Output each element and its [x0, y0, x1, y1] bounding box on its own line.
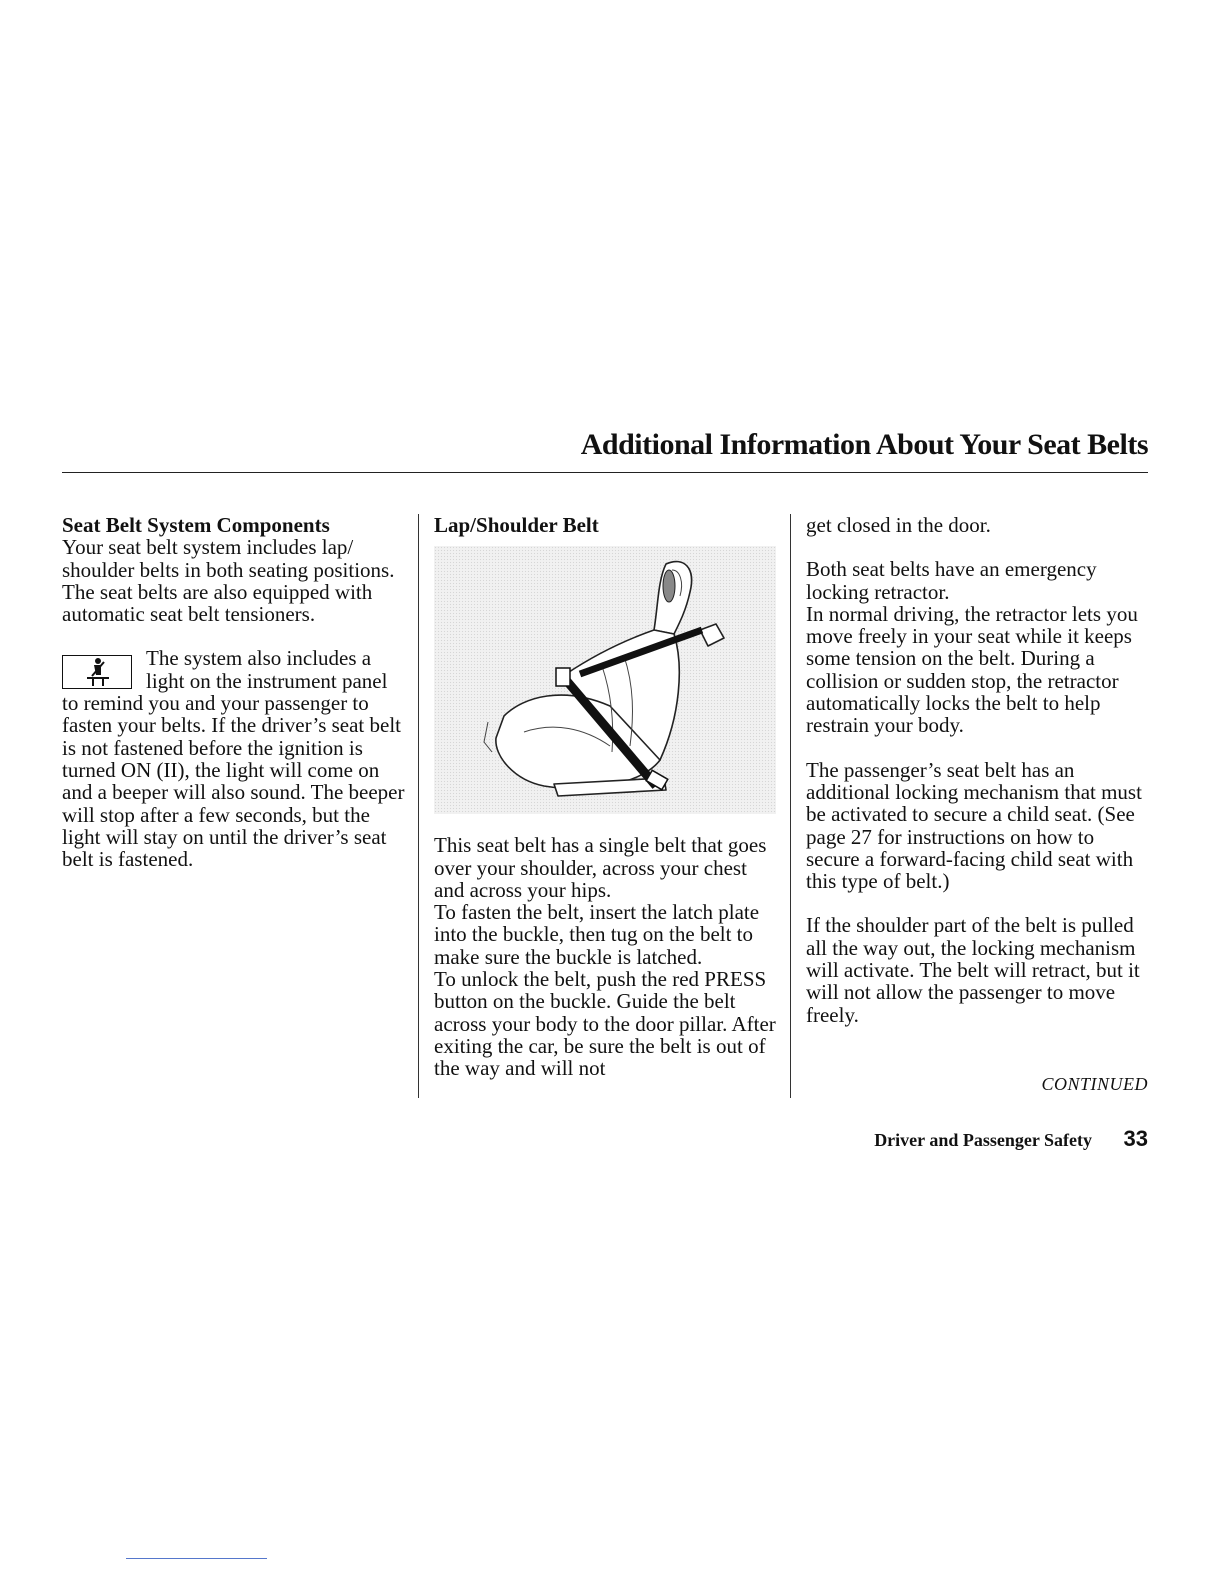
seatbelt-reminder-icon — [62, 655, 132, 689]
paragraph: If the shoulder part of the belt is pulled all the way out, the locking mechanism will activate. The belt will retract, but it will not allow the passenger to move freely. — [806, 913, 1140, 1027]
section-heading-lap-shoulder: Lap/Shoulder Belt — [434, 513, 599, 537]
paragraph: The passenger’s seat belt has an additional locking mechanism that must be activated to secure a child seat. (See page 27 for instructions on how to secure a forward-facing child seat with this type of belt.) — [806, 757, 1142, 894]
reminder-block — [62, 647, 407, 870]
column-left — [62, 514, 407, 870]
page-title: Additional Information About Your Seat Belts — [580, 428, 1148, 461]
paragraph: get closed in the door. — [806, 513, 991, 537]
section-heading-components: Seat Belt System Components — [62, 513, 330, 537]
paragraph: This seat belt has a single belt that goes over your shoulder, across your chest and across your hips. — [434, 833, 767, 902]
paragraph: In normal driving, the retractor lets you move freely in your seat while it keeps some tension on the belt. During a collision or sudden stop, the retractor automatically locks the belt to help restrain your body. — [806, 601, 1138, 738]
page-number: 33 — [1123, 1126, 1148, 1151]
paragraph: The seat belts are also equipped with automatic seat belt tensioners. — [62, 579, 373, 627]
continued-label: CONTINUED — [1041, 1074, 1148, 1094]
paragraph: Your seat belt system includes lap/ shoulder belts in both seating positions. — [62, 535, 395, 582]
column-divider-left — [418, 514, 419, 1098]
paragraph: To unlock the belt, push the red PRESS button on the buckle. Guide the belt across your body to the door pillar. After exiting the car, be sure the belt is out of the way and will not — [434, 967, 776, 1081]
paragraph: The system also includes a light on the instrument panel to remind you and your passenger to fasten your belts. If the driver’s seat belt is not fastened before the ignition is turned ON (II), the light will come on and a beeper will also sound. The beeper will stop after a few seconds, but the light will stay on until the driver’s seat belt is fastened. — [62, 646, 405, 872]
column-right — [806, 514, 1151, 1026]
column-middle — [434, 514, 780, 1080]
title-rule — [62, 472, 1148, 473]
paragraph: Both seat belts have an emergency locking retractor. — [806, 557, 1097, 604]
paragraph: To fasten the belt, insert the latch plate into the buckle, then tug on the belt to make sure the buckle is latched. — [434, 900, 760, 969]
column-divider-right — [790, 514, 791, 1098]
seat-with-belt-illustration — [434, 546, 776, 814]
footer-section-title: Driver and Passenger Safety — [874, 1130, 1092, 1150]
bottom-rule — [126, 1558, 267, 1559]
